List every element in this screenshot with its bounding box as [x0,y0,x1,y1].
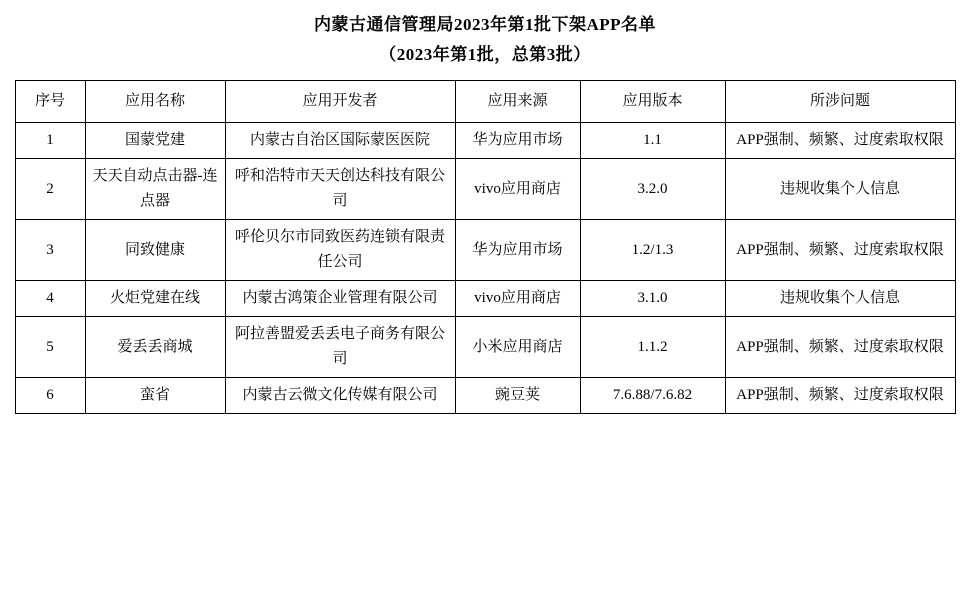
app-removal-table [15,80,956,414]
cell-no: 3 [15,220,85,281]
cell-source: 华为应用市场 [455,123,580,159]
cell-version: 3.1.0 [580,281,725,317]
column-header-source: 应用来源 [455,81,580,123]
page-subtitle: （2023年第1批，总第3批） [379,45,591,64]
cell-source: 华为应用市场 [455,220,580,281]
cell-no: 1 [15,123,85,159]
cell-issue: APP强制、频繁、过度索取权限 [725,378,955,414]
cell-source: 小米应用商店 [455,317,580,378]
table-row [15,159,955,220]
document-title-block [0,0,970,70]
column-header-no: 序号 [15,81,85,123]
column-header-issue: 所涉问题 [725,81,955,123]
column-header-version: 应用版本 [580,81,725,123]
cell-source: vivo应用商店 [455,159,580,220]
cell-version: 1.1 [580,123,725,159]
table-row [15,281,955,317]
cell-name: 国蒙党建 [85,123,225,159]
cell-version: 1.2/1.3 [580,220,725,281]
cell-issue: 违规收集个人信息 [725,159,955,220]
cell-issue: 违规收集个人信息 [725,281,955,317]
cell-name: 爱丢丢商城 [85,317,225,378]
cell-no: 2 [15,159,85,220]
cell-developer: 呼和浩特市天天创达科技有限公司 [225,159,455,220]
cell-no: 5 [15,317,85,378]
cell-version: 7.6.88/7.6.82 [580,378,725,414]
cell-issue: APP强制、频繁、过度索取权限 [725,220,955,281]
cell-name: 天天自动点击器-连点器 [85,159,225,220]
table-row [15,220,955,281]
table-row [15,123,955,159]
cell-version: 3.2.0 [580,159,725,220]
cell-name: 蛮省 [85,378,225,414]
table-row [15,378,955,414]
cell-developer: 内蒙古云微文化传媒有限公司 [225,378,455,414]
column-header-name: 应用名称 [85,81,225,123]
cell-name: 火炬党建在线 [85,281,225,317]
cell-version: 1.1.2 [580,317,725,378]
table-row [15,317,955,378]
cell-no: 4 [15,281,85,317]
cell-name: 同致健康 [85,220,225,281]
cell-no: 6 [15,378,85,414]
column-header-developer: 应用开发者 [225,81,455,123]
cell-issue: APP强制、频繁、过度索取权限 [725,123,955,159]
cell-developer: 内蒙古鸿策企业管理有限公司 [225,281,455,317]
page-title: 内蒙古通信管理局2023年第1批下架APP名单 [313,15,657,34]
cell-developer: 内蒙古自治区国际蒙医医院 [225,123,455,159]
table-header-row [15,81,955,123]
cell-developer: 呼伦贝尔市同致医药连锁有限责任公司 [225,220,455,281]
cell-issue: APP强制、频繁、过度索取权限 [725,317,955,378]
cell-source: 豌豆荚 [455,378,580,414]
cell-developer: 阿拉善盟爱丢丢电子商务有限公司 [225,317,455,378]
cell-source: vivo应用商店 [455,281,580,317]
